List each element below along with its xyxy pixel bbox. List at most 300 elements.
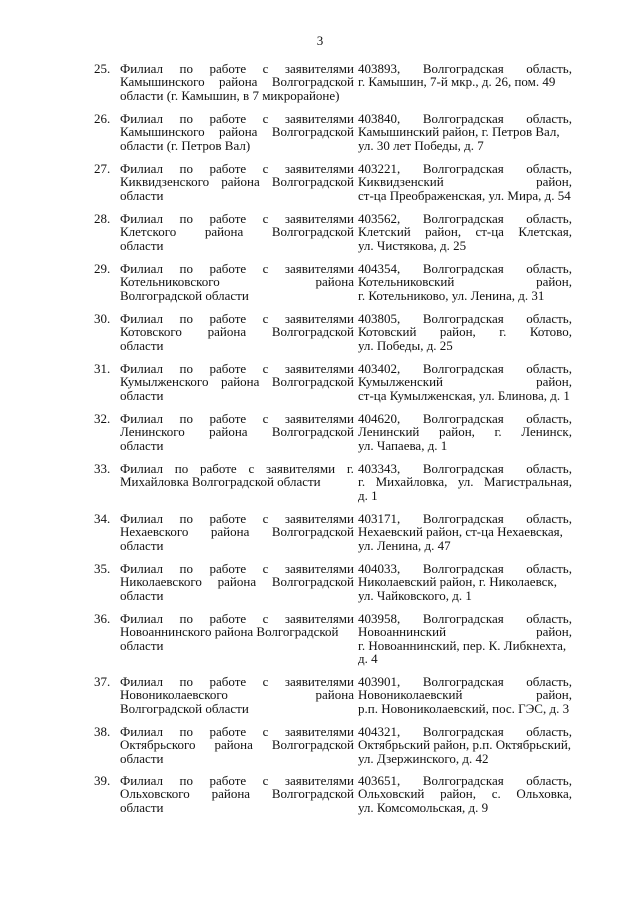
branch-name-word: заявителями (284, 773, 354, 788)
branch-address (358, 362, 572, 402)
branch-address-line (358, 275, 572, 288)
branch-address-word: Волгоградская (422, 561, 504, 576)
branch-name-line (120, 162, 354, 175)
branch-name-word: района (210, 524, 250, 540)
branch-name (120, 62, 354, 102)
branch-name-word: района (209, 424, 248, 440)
branch-address-word: ст-ца Преображенская, ул. Мира, д. 54 (358, 187, 571, 203)
branch-address-word: район, (536, 274, 572, 290)
branch-name-word: с (262, 411, 269, 426)
branch-address-word: Новониколаевский (358, 687, 463, 703)
branch-name (120, 412, 354, 452)
branch-name-word: по (179, 511, 193, 526)
branch-name-word: Волгоградской (271, 574, 354, 590)
branch-address-line (358, 162, 572, 175)
branch-address-word: ул. 30 лет Победы, д. 7 (358, 137, 484, 153)
branch-name-word: Новоаннинского района Волгоградской (120, 624, 339, 640)
branch-name-line (120, 62, 354, 75)
branch-address-word: область, (526, 561, 572, 576)
branch-name-line (120, 752, 354, 765)
branch-name-line (120, 801, 354, 814)
branch-name-word: Ленинского (120, 424, 185, 440)
branch-address-line (358, 412, 572, 425)
branch-address-word: 403402, (358, 361, 401, 376)
branch-name-word: работе (209, 311, 247, 326)
branch-name-word: с (262, 674, 269, 689)
branch-address-word: 403958, (358, 611, 401, 626)
branch-name-line (120, 362, 354, 375)
branch-address (358, 774, 572, 814)
branch-name-word: Нехаевского (120, 524, 189, 540)
branch-address-word: Новоаннинский (358, 624, 447, 640)
branch-address-line (358, 575, 572, 588)
branch-address (358, 262, 572, 302)
branch-name-word: района (214, 737, 253, 753)
branch-name-word: заявителями (284, 311, 354, 326)
branch-name-word: работе (209, 674, 247, 689)
entry-number: 31. (94, 361, 111, 376)
branch-address-word: 404354, (358, 261, 401, 276)
branch-name-word: по (179, 211, 193, 226)
branch-name-line (120, 787, 354, 800)
branch-name-word: работе (200, 461, 237, 476)
branch-name-word: заявителями (284, 411, 354, 426)
branch-address-word: Ольховка, (516, 786, 572, 802)
branch-address (358, 512, 572, 552)
branch-name-word: с (262, 724, 269, 739)
branch-name-word: Волгоградской (271, 224, 354, 240)
branch-name-word: по (179, 724, 193, 739)
branch-address (358, 312, 572, 352)
branch-name-word: работе (209, 511, 247, 526)
branch-name-word: Камышинского (120, 124, 205, 140)
branch-name-word: с (262, 311, 269, 326)
branch-name-word: Филиал (120, 724, 164, 739)
branch-name-line (120, 675, 354, 688)
branch-name-word: заявителями (284, 161, 354, 176)
branch-name-word: Филиал (120, 411, 164, 426)
branch-address-word: г. (499, 324, 507, 340)
branch-address-word: район, (536, 174, 572, 190)
branch-name-word: области (120, 799, 164, 815)
branch-address-word: д. 1 (358, 487, 378, 503)
branch-name-word: Кумылженского (120, 374, 209, 390)
branch-name-word: заявителями (284, 611, 354, 626)
branch-address-word: область, (526, 161, 572, 176)
branch-address (358, 612, 572, 666)
branch-name-line (120, 389, 354, 402)
branch-address-word: область, (526, 361, 572, 376)
branch-name-line (120, 339, 354, 352)
branch-name (120, 312, 354, 352)
branch-address-line (358, 562, 572, 575)
entry-number: 28. (94, 211, 111, 226)
branch-name-word: района (217, 574, 257, 590)
branch-address-line (358, 75, 572, 88)
branch-name-line (120, 589, 354, 602)
branch-name-word: Камышинского (120, 74, 205, 90)
branch-address-line (358, 225, 572, 238)
branch-address-word: Магистральная, (484, 474, 572, 490)
branch-address-line (358, 774, 572, 787)
branch-name-word: работе (209, 361, 247, 376)
branch-address-word: Октябрьский район, р.п. Октябрьский, (358, 737, 572, 753)
entry-number: 36. (94, 611, 111, 626)
branch-address-word: Котовский (358, 324, 417, 340)
branch-name-line (120, 539, 354, 552)
branch-address-word: Ольховский (358, 786, 425, 802)
branch-address-word: Клетская, (518, 224, 572, 240)
branch-address-line (358, 239, 572, 252)
branch-name (120, 212, 354, 252)
branch-name-word: Волгоградской (271, 524, 354, 540)
branch-address-word: область, (526, 461, 572, 476)
branch-address-line (358, 752, 572, 765)
branch-address-line (358, 439, 572, 452)
branch-address-word: г. Новоаннинский, пер. К. Либкнехта, (358, 637, 567, 653)
branch-name-word: Филиал (120, 161, 164, 176)
branch-address-word: ст-ца (475, 224, 504, 240)
branch-address-word: область, (526, 773, 572, 788)
branch-name-line (120, 639, 354, 652)
branch-address-word: Клетский (358, 224, 411, 240)
branch-name-word: с (262, 161, 269, 176)
entry-number: 34. (94, 511, 111, 526)
branch-address-word: Кумылженский (358, 374, 444, 390)
branch-address (358, 162, 572, 202)
branch-name-line (120, 375, 354, 388)
branch-name-word: заявителями (284, 361, 354, 376)
branch-name-line (120, 312, 354, 325)
branch-name-word: области (г. Камышин, в 7 микрорайоне) (120, 87, 340, 103)
branch-name-line (120, 612, 354, 625)
branch-address-word: Камышинский район, г. Петров Вал, (358, 124, 560, 140)
branch-name-word: Клетского (120, 224, 177, 240)
branch-name-line (120, 75, 354, 88)
entry-number: 30. (94, 311, 111, 326)
branch-name-word: с (262, 211, 269, 226)
branch-name-line (120, 439, 354, 452)
branch-name-word: Котовского (120, 324, 182, 340)
branch-address-word: Волгоградская (422, 461, 504, 476)
entry-number: 29. (94, 261, 111, 276)
branch-address-word: Волгоградская (422, 111, 504, 126)
branch-name-word: работе (209, 161, 247, 176)
branch-address-line (358, 489, 572, 502)
branch-address-word: 403651, (358, 773, 401, 788)
branch-address-word: г. Котельниково, ул. Ленина, д. 31 (358, 287, 545, 303)
entry-number: 26. (94, 111, 111, 126)
branch-address-word: 403562, (358, 211, 401, 226)
branch-name-word: района (219, 74, 258, 90)
branch-address-word: Котово, (529, 324, 572, 340)
branch-name-word: заявителями (284, 111, 354, 126)
branch-name-word: г. (346, 461, 354, 476)
branch-address-line (358, 639, 572, 652)
branch-name-word: области (г. Петров Вал) (120, 137, 251, 153)
branch-address-word: ст-ца Кумылженская, ул. Блинова, д. 1 (358, 387, 570, 403)
branch-name-word: по (179, 161, 193, 176)
branch-address-word: область, (526, 261, 572, 276)
branch-name-line (120, 425, 354, 438)
branch-address (358, 212, 572, 252)
branch-address-line (358, 139, 572, 152)
branch-address-word: ул. Чайковского, д. 1 (358, 587, 472, 603)
branch-address-word: 403840, (358, 111, 401, 126)
branch-name-word: района (221, 174, 260, 190)
entry-number: 35. (94, 561, 111, 576)
branch-name-word: с (262, 773, 269, 788)
branch-address-word: Ленинск, (521, 424, 572, 440)
entry-number: 39. (94, 773, 111, 788)
branch-address-word: область, (526, 511, 572, 526)
branch-address-word: Волгоградская (422, 161, 504, 176)
branch-address-word: область, (526, 411, 572, 426)
branch-name-line (120, 688, 354, 701)
branch-name-line (120, 225, 354, 238)
branch-address-word: Волгоградская (422, 61, 504, 76)
branch-name-word: области (120, 387, 164, 403)
branch-name (120, 725, 354, 765)
branch-name-word: заявителями (284, 674, 354, 689)
branch-address-word: 403343, (358, 461, 401, 476)
branch-name-word: Волгоградской (271, 786, 354, 802)
branch-address-word: Волгоградская (422, 511, 504, 526)
branch-name (120, 562, 354, 602)
branch-address-word: Волгоградская (422, 311, 504, 326)
branch-address-word: район, (438, 424, 475, 440)
branch-name-word: с (262, 111, 269, 126)
branch-address-line (358, 801, 572, 814)
branch-address-line (358, 475, 572, 488)
branch-name-word: с (262, 561, 269, 576)
branch-name-word: области (120, 750, 164, 766)
branch-address-word: область, (526, 311, 572, 326)
branch-name-word: Волгоградской (271, 737, 354, 753)
branch-address-line (358, 175, 572, 188)
branch-name-word: по (179, 674, 193, 689)
branch-address-line (358, 212, 572, 225)
branch-name-word: по (179, 411, 193, 426)
branch-address-word: Волгоградская (422, 724, 504, 739)
branch-address-line (358, 539, 572, 552)
branch-name-line (120, 412, 354, 425)
branch-address-word: ул. (457, 474, 474, 490)
branch-address-word: район, (440, 786, 476, 802)
branch-name-word: заявителями (265, 461, 336, 476)
branch-address (358, 562, 572, 602)
branch-address-line (358, 738, 572, 751)
branch-name-word: с (262, 61, 269, 76)
branch-name (120, 362, 354, 402)
branch-name-line (120, 189, 354, 202)
branch-name-word: Филиал (120, 261, 164, 276)
branch-name (120, 675, 354, 715)
branch-name-word: с (262, 361, 269, 376)
branch-address-word: Волгоградская (422, 261, 504, 276)
branch-name-word: Филиал (120, 511, 164, 526)
branch-name-word: района (207, 324, 247, 340)
branch-name-word: Михайловка Волгоградской области (120, 474, 321, 490)
branch-name (120, 112, 354, 152)
branch-address-word: 403805, (358, 311, 401, 326)
branch-address-line (358, 325, 572, 338)
branch-address-line (358, 612, 572, 625)
entry-number: 25. (94, 61, 111, 76)
branch-address-word: г. (358, 474, 366, 490)
branch-address-word: область, (526, 674, 572, 689)
branch-address-line (358, 339, 572, 352)
branch-address-line (358, 425, 572, 438)
branch-name-line (120, 575, 354, 588)
page-number: 3 (316, 33, 324, 48)
branch-name-word: с (262, 511, 269, 526)
branch-name-word: по (179, 311, 193, 326)
branch-address-line (358, 289, 572, 302)
branch-address (358, 462, 572, 502)
branch-address (358, 725, 572, 765)
branch-address-word: Волгоградская (422, 611, 504, 626)
branch-address-line (358, 725, 572, 738)
branch-name-word: района (220, 374, 260, 390)
branch-address-word: ул. Комсомольская, д. 9 (358, 799, 489, 815)
branch-name-line (120, 212, 354, 225)
branch-name-line (120, 725, 354, 738)
branch-name-word: Ольховского (120, 786, 190, 802)
branch-address-word: 403171, (358, 511, 401, 526)
branch-address-word: район, (425, 224, 462, 240)
branch-name-line (120, 462, 354, 475)
branch-address-word: 403221, (358, 161, 401, 176)
branch-name-word: заявителями (284, 211, 354, 226)
branch-name-word: Филиал (120, 561, 164, 576)
branch-name-word: области (120, 437, 164, 453)
branch-name-word: по (179, 611, 193, 626)
branch-name-word: области (120, 587, 164, 603)
branch-address-word: Волгоградская (422, 674, 504, 689)
branch-address-line (358, 688, 572, 701)
branch-name-word: Волгоградской (271, 324, 354, 340)
branch-address-line (358, 375, 572, 388)
branch-name-word: Филиал (120, 611, 164, 626)
branch-name-word: по (179, 111, 193, 126)
branch-name-word: работе (209, 411, 247, 426)
branch-address-word: район, (536, 374, 572, 390)
branch-name-word: области (120, 537, 164, 553)
branch-name-line (120, 625, 354, 638)
branch-address-word: ул. Ленина, д. 47 (358, 537, 451, 553)
branch-address-word: область, (526, 724, 572, 739)
branch-name (120, 774, 354, 814)
branch-name-word: Волгоградской области (120, 287, 249, 303)
branch-name-line (120, 512, 354, 525)
branch-address-line (358, 125, 572, 138)
branch-address-word: область, (526, 111, 572, 126)
branch-name-line (120, 275, 354, 288)
branch-address-line (358, 312, 572, 325)
branch-name-word: района (204, 224, 244, 240)
branch-name-word: по (179, 261, 193, 276)
branch-address-word: район, (439, 324, 476, 340)
branch-name-word: Волгоградской (271, 74, 354, 90)
branch-name-word: района (315, 274, 354, 290)
branch-name-word: заявителями (284, 61, 354, 76)
branch-name-word: Филиал (120, 61, 164, 76)
branch-address-line (358, 62, 572, 75)
branch-address-line (358, 589, 572, 602)
branch-address (358, 412, 572, 452)
entry-number: 27. (94, 161, 111, 176)
branch-name-word: Филиал (120, 461, 164, 476)
branch-address-word: область, (526, 611, 572, 626)
branch-name-line (120, 325, 354, 338)
branch-name-word: работе (209, 261, 247, 276)
branch-name-word: работе (209, 611, 247, 626)
branch-name-word: Новониколаевского (120, 687, 228, 703)
branch-address (358, 675, 572, 715)
branch-name-word: Волгоградской (271, 174, 354, 190)
branch-address-word: д. 4 (358, 651, 378, 667)
branch-name-line (120, 262, 354, 275)
branch-name (120, 512, 354, 552)
branch-name-word: Октябрьского (120, 737, 196, 753)
branch-address-line (358, 362, 572, 375)
branch-address-word: г. (494, 424, 502, 440)
branch-address-word: Николаевский район, г. Николаевск, (358, 574, 557, 590)
branch-address-word: 403901, (358, 674, 401, 689)
branch-name-word: с (262, 611, 269, 626)
branch-name-word: работе (209, 561, 247, 576)
branch-address (358, 62, 572, 89)
entry-number: 38. (94, 724, 111, 739)
branch-name-word: по (179, 561, 193, 576)
branch-address-word: Нехаевский район, ст-ца Нехаевская, (358, 524, 563, 540)
branch-name-word: Филиал (120, 674, 164, 689)
branch-name (120, 262, 354, 302)
branch-name-line (120, 738, 354, 751)
branch-address-line (358, 525, 572, 538)
branch-name-word: Филиал (120, 311, 164, 326)
branch-name-word: области (120, 187, 164, 203)
branch-name-word: области (120, 637, 164, 653)
branch-address-line (358, 189, 572, 202)
entry-number: 32. (94, 411, 111, 426)
branch-name-word: Филиал (120, 111, 164, 126)
branch-name-word: района (219, 124, 258, 140)
branch-address-line (358, 112, 572, 125)
branch-name-word: по (179, 61, 193, 76)
branch-address-word: Волгоградская (422, 773, 504, 788)
branch-name-word: Волгоградской (271, 374, 354, 390)
branch-name-word: с (248, 461, 255, 476)
branch-address-line (358, 652, 572, 665)
branch-address-word: 403893, (358, 61, 401, 76)
branch-name-word: области (120, 337, 164, 353)
branch-name-word: по (174, 461, 189, 476)
branch-name-word: Николаевского (120, 574, 202, 590)
branch-address-word: с. (491, 786, 501, 802)
branch-name-line (120, 475, 354, 488)
branch-name-line (120, 525, 354, 538)
branch-address-word: р.п. Новониколаевский, пос. ГЭС, д. 3 (358, 700, 570, 716)
branch-name (120, 462, 354, 489)
branch-name-word: по (179, 361, 193, 376)
branch-name-word: района (211, 786, 251, 802)
branch-address-word: Котельниковский (358, 274, 455, 290)
branch-address-line (358, 512, 572, 525)
branch-address-word: район, (536, 687, 572, 703)
branch-name-word: Волгоградской области (120, 700, 249, 716)
